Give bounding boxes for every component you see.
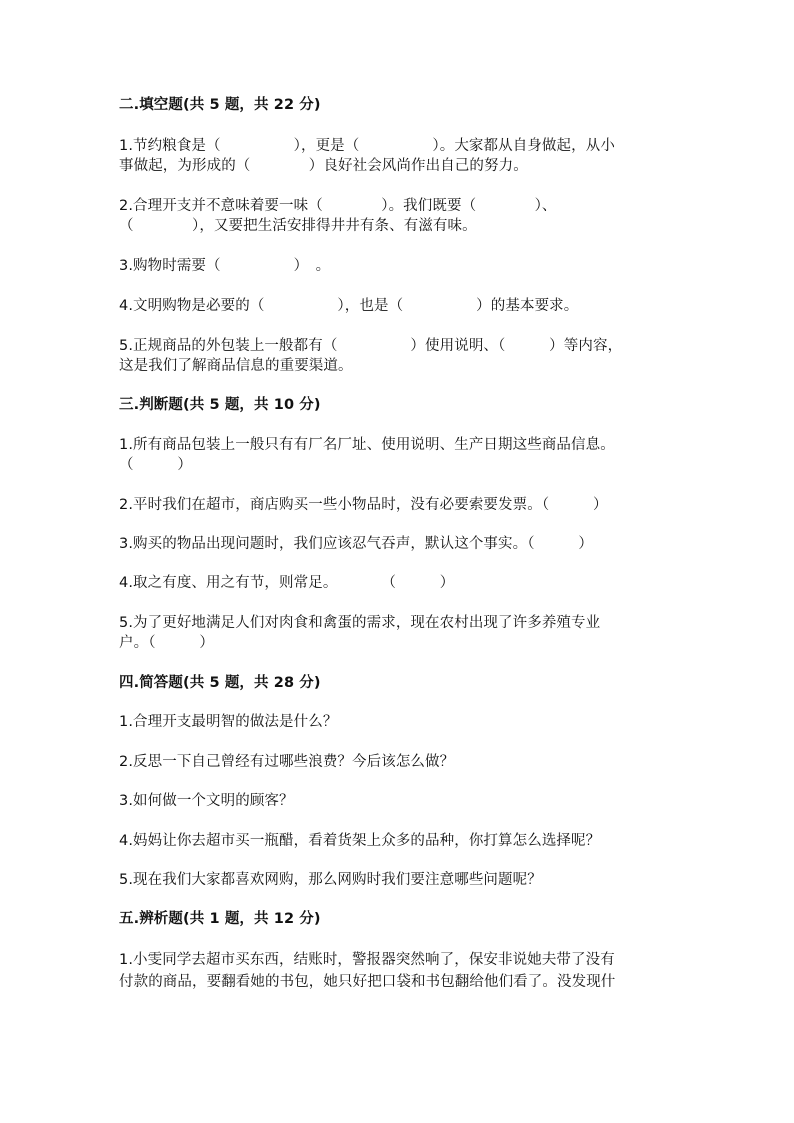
section-heading-judge: 三.判断题(共 5 题，共 10 分) xyxy=(119,397,321,413)
judge-question-1-line-2: （ ） xyxy=(119,457,192,473)
judge-question-2: 2.平时我们在超市，商店购买一些小物品时，没有必要索要发票。（ ） xyxy=(119,497,608,513)
judge-question-3: 3.购买的物品出现问题时，我们应该忍气吞声，默认这个事实。（ ） xyxy=(119,536,593,552)
analysis-question-1-line-2: 付款的商品，要翻看她的书包，她只好把口袋和书包翻给他们看了。没发现什 xyxy=(119,974,616,990)
analysis-question-1-line-1: 1.小雯同学去超市买东西，结账时，警报器突然响了，保安非说她夫带了没有 xyxy=(119,952,615,968)
fill-question-2-line-1: 2.合理开支并不意味着要一味（ ）。我们既要（ ）、 xyxy=(119,198,557,214)
fill-question-3: 3.购物时需要（ ） 。 xyxy=(119,258,331,274)
fill-question-4: 4.文明购物是必要的（ ），也是（ ）的基本要求。 xyxy=(119,298,579,314)
short-question-1: 1.合理开支最明智的做法是什么？ xyxy=(119,714,338,730)
fill-question-5-line-1: 5.正规商品的外包装上一般都有（ ）使用说明、（ ）等内容， xyxy=(119,338,623,354)
section-heading-analysis: 五.辨析题(共 1 题，共 12 分) xyxy=(119,911,321,927)
short-question-5: 5.现在我们大家都喜欢网购，那么网购时我们要注意哪些问题呢？ xyxy=(119,872,542,888)
fill-question-1-line-2: 事做起，为形成的（ ）良好社会风尚作出自己的努力。 xyxy=(119,158,528,174)
fill-question-2-line-2: （ ），又要把生活安排得井井有条、有滋有味。 xyxy=(119,218,477,234)
section-heading-fill: 二.填空题(共 5 题，共 22 分) xyxy=(119,97,321,113)
judge-question-1-line-1: 1.所有商品包装上一般只有有厂名厂址、使用说明、生产日期这些商品信息。 xyxy=(119,437,615,453)
judge-question-5-line-2: 户。（ ） xyxy=(119,635,214,651)
judge-question-5-line-1: 5.为了更好地满足人们对肉食和禽蛋的需求，现在农村出现了许多养殖专业 xyxy=(119,615,601,631)
fill-question-1-line-1: 1.节约粮食是（ ），更是（ ）。大家都从自身做起，从小 xyxy=(119,138,615,154)
fill-question-5-line-2: 这是我们了解商品信息的重要渠道。 xyxy=(119,358,353,374)
judge-question-4: 4.取之有度、用之有节，则常足。 （ ） xyxy=(119,575,455,591)
short-question-3: 3.如何做一个文明的顾客？ xyxy=(119,793,294,809)
section-heading-short: 四.简答题(共 5 题，共 28 分) xyxy=(119,675,321,691)
short-question-4: 4.妈妈让你去超市买一瓶醋，看着货架上众多的品种，你打算怎么选择呢？ xyxy=(119,833,601,849)
short-question-2: 2.反思一下自己曾经有过哪些浪费？今后该怎么做？ xyxy=(119,754,455,770)
